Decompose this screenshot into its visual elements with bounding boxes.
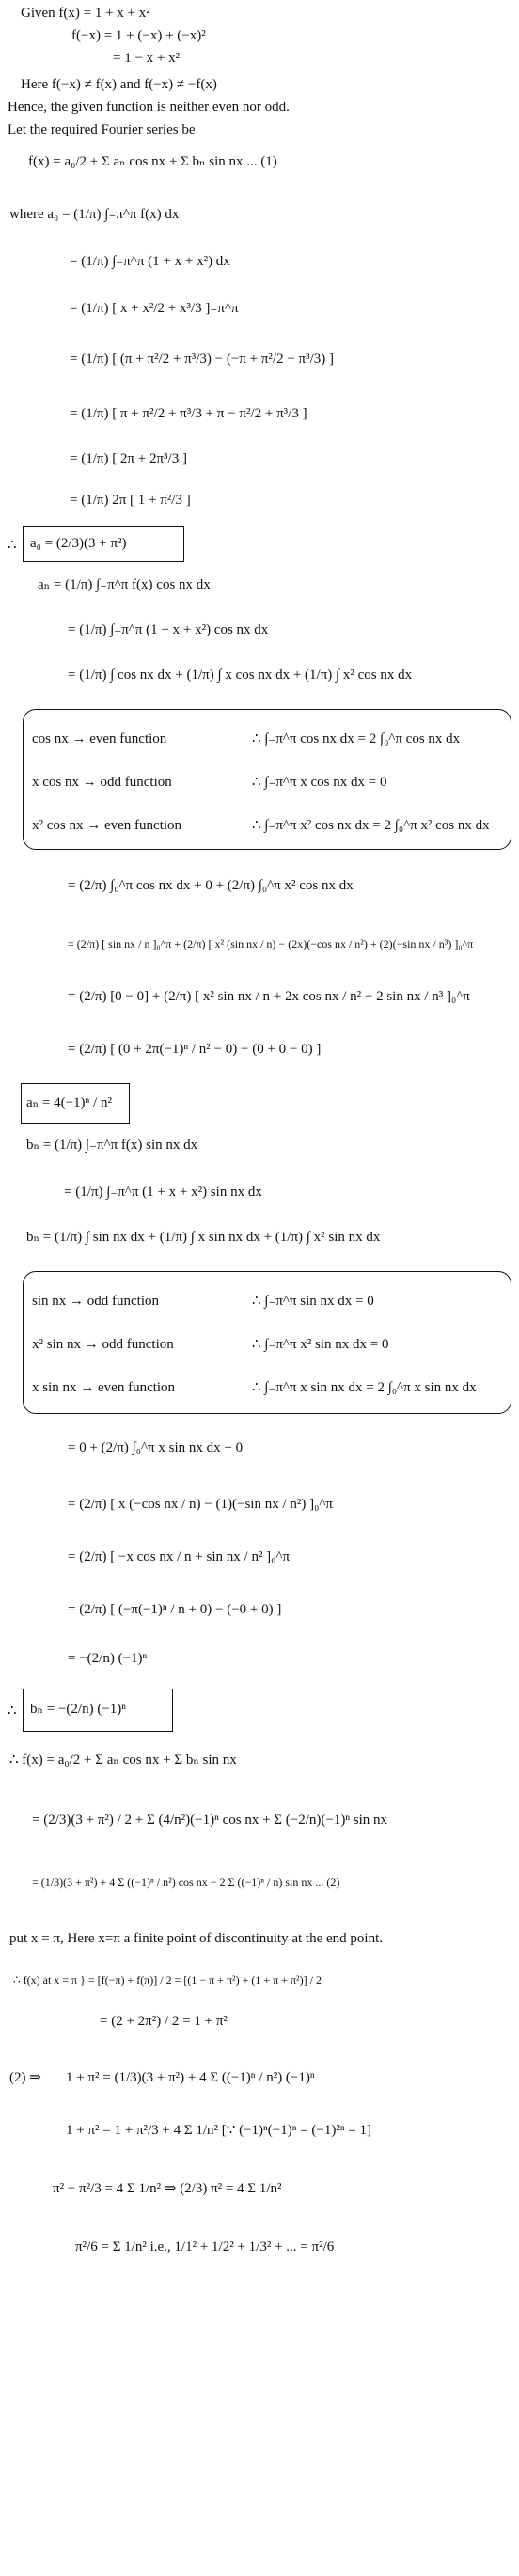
series-step2-eq2: = (1/3)(3 + π²) + 4 Σ ((−1)ⁿ / n²) cos nx − 2 Σ ((−1)ⁿ / n) sin nx ... (2) — [32, 1876, 340, 1889]
fourier-series-eq1: f(x) = a₀/2 + Σ aₙ cos nx + Σ bₙ sin nx ... (1) — [28, 154, 277, 169]
sin-parity-label-1: sin nx → odd function — [32, 1294, 159, 1309]
series-step1: = (2/3)(3 + π²) / 2 + Σ (4/n²)(−1)ⁿ cos nx + Σ (−2/n)(−1)ⁿ sin nx — [32, 1813, 388, 1828]
series-intro: Let the required Fourier series be — [8, 122, 196, 137]
final-result: π²/6 = Σ 1/n² i.e., 1/1² + 1/2² + 1/3² + ... = π²/6 — [75, 2239, 335, 2254]
an-step4: = (2/π) [ sin nx / n ]₀^π + (2/π) [ x² (sin nx / n) − (2x)(−cos nx / n²) + (2)(−sin nx / n³) ]₀^π — [68, 937, 474, 950]
f-minus-x-line: f(−x) = 1 + (−x) + (−x)² — [71, 28, 206, 43]
bn-step6: = (2/π) [ (−π(−1)ⁿ / n + 0) − (−0 + 0) ] — [68, 1602, 282, 1617]
an-step1: = (1/π) ∫₋π^π (1 + x + x²) cos nx dx — [68, 622, 269, 637]
an-result: aₙ = 4(−1)ⁿ / n² — [26, 1095, 112, 1110]
a0-step4: = (1/π) [ π + π²/2 + π³/3 + π − π²/2 + π³/3 ] — [70, 406, 307, 421]
sin-parity-label-3: x sin nx → even function — [32, 1380, 176, 1395]
f-minus-x-simplified: = 1 − x + x² — [113, 51, 181, 66]
eq2-implies: (2) ⇒ — [9, 2070, 41, 2085]
bn-step3: = 0 + (2/π) ∫₀^π x sin nx dx + 0 — [68, 1440, 244, 1455]
parity-check: Here f(−x) ≠ f(x) and f(−x) ≠ −f(x) — [21, 77, 217, 92]
sin-parity-result-2: ∴ ∫₋π^π x² sin nx dx = 0 — [252, 1337, 389, 1352]
sub-step1: 1 + π² = (1/3)(3 + π²) + 4 Σ ((−1)ⁿ / n²) (−1)ⁿ — [66, 2070, 315, 2085]
an-step3: = (2/π) ∫₀^π cos nx dx + 0 + (2/π) ∫₀^π x² cos nx dx — [68, 878, 354, 893]
therefore-bn: ∴ — [8, 1704, 17, 1719]
sin-parity-result-1: ∴ ∫₋π^π sin nx dx = 0 — [252, 1294, 374, 1309]
a0-step6: = (1/π) 2π [ 1 + π²/3 ] — [70, 493, 191, 508]
a0-def: where a₀ = (1/π) ∫₋π^π f(x) dx — [9, 207, 180, 222]
parity-conclusion: Hence, the given function is neither even nor odd. — [8, 100, 290, 115]
put-x-pi: put x = π, Here x=π a finite point of discontinuity at the end point. — [9, 1931, 383, 1946]
sin-parity-label-2: x² sin nx → odd function — [32, 1337, 174, 1352]
a0-step2: = (1/π) [ x + x²/2 + x³/3 ]₋π^π — [70, 301, 239, 316]
a0-step5: = (1/π) [ 2π + 2π³/3 ] — [70, 451, 187, 466]
therefore-a0: ∴ — [8, 538, 17, 553]
bn-step4: = (2/π) [ x (−cos nx / n) − (1)(−sin nx / n²) ]₀^π — [68, 1497, 333, 1512]
an-def: aₙ = (1/π) ∫₋π^π f(x) cos nx dx — [38, 577, 211, 592]
bn-step1: = (1/π) ∫₋π^π (1 + x + x²) sin nx dx — [64, 1185, 262, 1200]
an-step6: = (2/π) [ (0 + 2π(−1)ⁿ / n² − 0) − (0 + 0 − 0) ] — [68, 1042, 322, 1057]
bn-result: bₙ = −(2/n) (−1)ⁿ — [30, 1702, 126, 1717]
cos-parity-label-1: cos nx → even function — [32, 731, 167, 746]
an-step5: = (2/π) [0 − 0] + (2/π) [ x² sin nx / n + 2x cos nx / n² − 2 sin nx / n³ ]₀^π — [68, 989, 470, 1004]
sin-parity-result-3: ∴ ∫₋π^π x sin nx dx = 2 ∫₀^π x sin nx dx — [252, 1380, 477, 1395]
fx-at-pi-value: = (2 + 2π²) / 2 = 1 + π² — [100, 2014, 228, 2029]
cos-parity-result-1: ∴ ∫₋π^π cos nx dx = 2 ∫₀^π cos nx dx — [252, 731, 461, 746]
series-substituted: ∴ f(x) = a₀/2 + Σ aₙ cos nx + Σ bₙ sin nx — [9, 1752, 237, 1767]
cos-parity-label-3: x² cos nx → even function — [32, 818, 182, 833]
bn-step5: = (2/π) [ −x cos nx / n + sin nx / n² ]₀^π — [68, 1549, 291, 1564]
fx-at-pi: ∴ f(x) at x = π } = [f(−π) + f(π)] / 2 = [(1 − π + π²) + (1 + π + π²)] / 2 — [13, 1973, 322, 1987]
cos-parity-label-2: x cos nx → odd function — [32, 775, 172, 790]
bn-def: bₙ = (1/π) ∫₋π^π f(x) sin nx dx — [26, 1138, 198, 1153]
a0-result: a₀ = (2/3)(3 + π²) — [30, 536, 127, 551]
sub-step2: 1 + π² = 1 + π²/3 + 4 Σ 1/n² [∵ (−1)ⁿ(−1)ⁿ = (−1)²ⁿ = 1] — [66, 2123, 372, 2138]
cos-parity-result-3: ∴ ∫₋π^π x² cos nx dx = 2 ∫₀^π x² cos nx dx — [252, 818, 490, 833]
sub-step3: π² − π²/3 = 4 Σ 1/n² ⇒ (2/3) π² = 4 Σ 1/n² — [53, 2181, 282, 2196]
an-step2: = (1/π) ∫ cos nx dx + (1/π) ∫ x cos nx dx + (1/π) ∫ x² cos nx dx — [68, 668, 413, 683]
a0-step1: = (1/π) ∫₋π^π (1 + x + x²) dx — [70, 254, 230, 269]
a0-step3: = (1/π) [ (π + π²/2 + π³/3) − (−π + π²/2 − π³/3) ] — [70, 352, 335, 367]
bn-step2: bₙ = (1/π) ∫ sin nx dx + (1/π) ∫ x sin nx dx + (1/π) ∫ x² sin nx dx — [26, 1230, 381, 1245]
bn-step7: = −(2/n) (−1)ⁿ — [68, 1651, 148, 1666]
given-line: Given f(x) = 1 + x + x² — [21, 6, 150, 21]
cos-parity-result-2: ∴ ∫₋π^π x cos nx dx = 0 — [252, 775, 387, 790]
